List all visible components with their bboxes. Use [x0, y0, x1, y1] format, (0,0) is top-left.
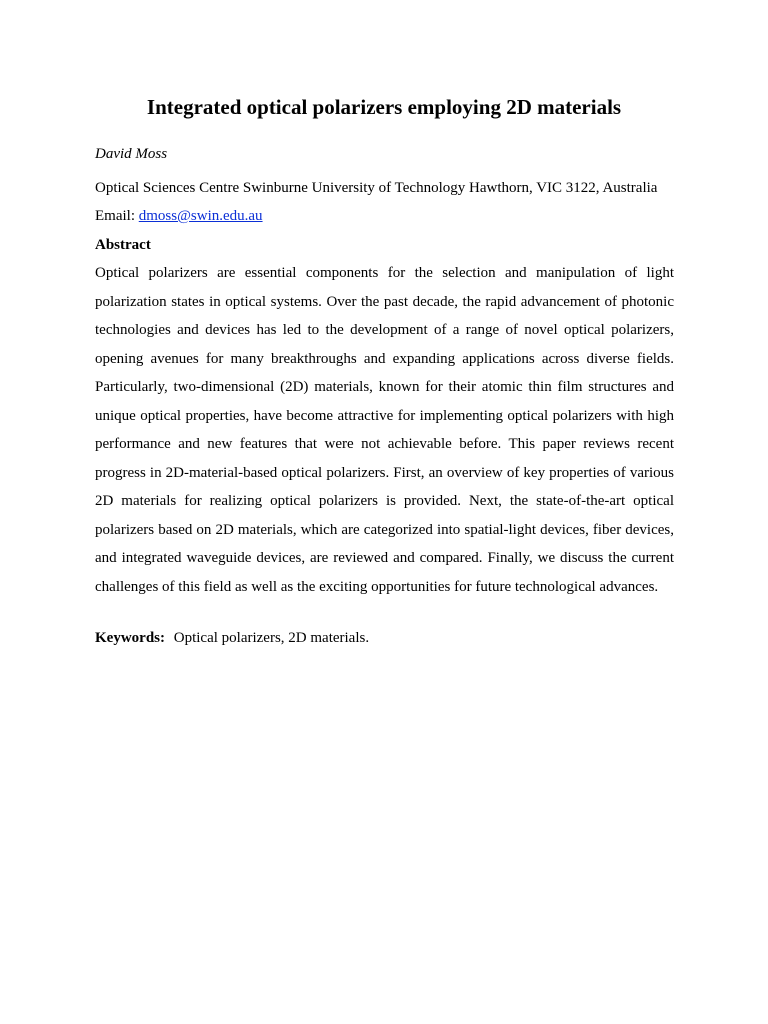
author-name: David Moss	[95, 146, 168, 162]
keywords-text: Optical polarizers, 2D materials.	[173, 630, 370, 646]
abstract-body: Optical polarizers are essential components for the selection and manipulation of light polarization states in optical systems. Over the past decade, the rapid advancement of photonic technologies and devices has led to the development of a range of novel optical polarizers, opening avenues for many breakthroughs and expanding applications across diverse fields. Particularly, two-dimensional (2D) materials, known for their atomic thin film structures and unique optical properties, have become attractive for implementing optical polarizers with high performance and new features that were not achievable before. This paper reviews recent progress in 2D-material-based optical polarizers. First, an overview of key properties of various 2D materials for realizing optical polarizers is provided. Next, the state-of-the-art optical polarizers based on 2D materials, which are categorized into spatial-light devices, fiber devices, and integrated waveguide devices, are reviewed and compared. Finally, we discuss the current challenges of this field as well as the exciting opportunities for future technological advances.	[95, 265, 674, 595]
email-label: Email:	[95, 208, 139, 224]
paper-title: Integrated optical polarizers employing 2D materials	[146, 95, 622, 119]
keywords-line	[95, 628, 369, 648]
keywords-label: Keywords:	[95, 630, 165, 646]
email-line	[95, 206, 263, 226]
abstract-heading: Abstract	[95, 237, 151, 253]
author-affiliation: Optical Sciences Centre Swinburne University of Technology Hawthorn, VIC 3122, Australia	[95, 180, 658, 196]
email-link[interactable]: dmoss@swin.edu.au	[138, 208, 263, 224]
